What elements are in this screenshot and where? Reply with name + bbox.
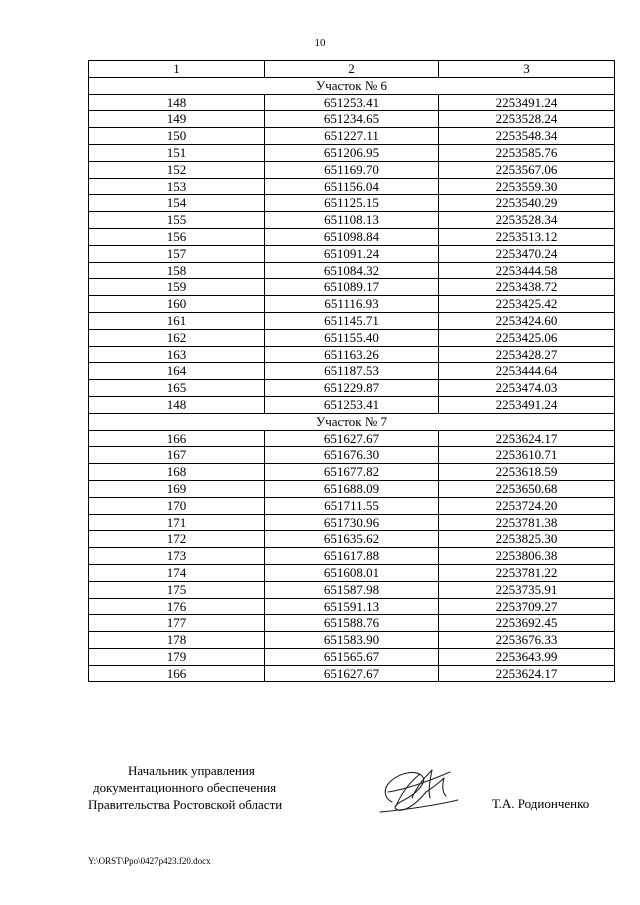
point-number-cell: 175 — [89, 581, 265, 598]
coordinate-x-cell: 651617.88 — [265, 548, 439, 565]
coordinate-x-cell: 651091.24 — [265, 245, 439, 262]
coordinate-y-cell: 2253643.99 — [439, 648, 615, 665]
point-number-cell: 155 — [89, 212, 265, 229]
coordinate-x-cell: 651187.53 — [265, 363, 439, 380]
coordinate-y-cell: 2253438.72 — [439, 279, 615, 296]
coordinate-x-cell: 651125.15 — [265, 195, 439, 212]
point-number-cell: 156 — [89, 228, 265, 245]
coordinate-y-cell: 2253781.22 — [439, 564, 615, 581]
table-row — [89, 128, 615, 145]
coordinate-x-cell: 651234.65 — [265, 111, 439, 128]
coordinate-y-cell: 2253513.12 — [439, 228, 615, 245]
coordinate-x-cell: 651098.84 — [265, 228, 439, 245]
point-number-cell: 148 — [89, 94, 265, 111]
table-row — [89, 615, 615, 632]
table-row — [89, 480, 615, 497]
file-path: Y:\ORST\Ppo\0427p423.f20.docx — [88, 856, 211, 866]
table-row — [89, 178, 615, 195]
table-body — [89, 77, 615, 682]
coordinate-y-cell: 2253709.27 — [439, 598, 615, 615]
section-title: Участок № 7 — [89, 413, 615, 430]
coordinate-x-cell: 651635.62 — [265, 531, 439, 548]
coordinate-x-cell: 651627.67 — [265, 665, 439, 682]
coordinate-y-cell: 2253528.24 — [439, 111, 615, 128]
point-number-cell: 177 — [89, 615, 265, 632]
coordinate-x-cell: 651229.87 — [265, 380, 439, 397]
signature-block — [88, 762, 328, 813]
coordinate-y-cell: 2253781.38 — [439, 514, 615, 531]
table-header-row — [89, 61, 615, 78]
coordinate-y-cell: 2253470.24 — [439, 245, 615, 262]
table-row — [89, 598, 615, 615]
point-number-cell: 179 — [89, 648, 265, 665]
point-number-cell: 149 — [89, 111, 265, 128]
point-number-cell: 166 — [89, 430, 265, 447]
coordinate-x-cell: 651677.82 — [265, 464, 439, 481]
table-row — [89, 346, 615, 363]
point-number-cell: 159 — [89, 279, 265, 296]
table-row — [89, 548, 615, 565]
coordinate-x-cell: 651587.98 — [265, 581, 439, 598]
point-number-cell: 166 — [89, 665, 265, 682]
coordinate-y-cell: 2253424.60 — [439, 312, 615, 329]
point-number-cell: 150 — [89, 128, 265, 145]
table-row — [89, 262, 615, 279]
table-row — [89, 161, 615, 178]
coordinate-y-cell: 2253624.17 — [439, 430, 615, 447]
coordinate-x-cell: 651227.11 — [265, 128, 439, 145]
table-row — [89, 380, 615, 397]
column-header-x: 2 — [265, 61, 439, 78]
table-row — [89, 329, 615, 346]
coordinate-x-cell: 651253.41 — [265, 396, 439, 413]
signer-position-line2: документационного обеспечения — [93, 780, 277, 795]
coordinate-y-cell: 2253676.33 — [439, 632, 615, 649]
table-row — [89, 447, 615, 464]
coordinate-y-cell: 2253491.24 — [439, 94, 615, 111]
table-row — [89, 279, 615, 296]
table-row — [89, 564, 615, 581]
point-number-cell: 172 — [89, 531, 265, 548]
coordinate-x-cell: 651163.26 — [265, 346, 439, 363]
coordinate-x-cell: 651156.04 — [265, 178, 439, 195]
table-row — [89, 296, 615, 313]
table-row — [89, 648, 615, 665]
coordinate-y-cell: 2253724.20 — [439, 497, 615, 514]
coordinate-y-cell: 2253567.06 — [439, 161, 615, 178]
coordinate-x-cell: 651583.90 — [265, 632, 439, 649]
table-row — [89, 665, 615, 682]
table-row — [89, 228, 615, 245]
point-number-cell: 174 — [89, 564, 265, 581]
table-row — [89, 195, 615, 212]
point-number-cell: 163 — [89, 346, 265, 363]
coordinate-x-cell: 651089.17 — [265, 279, 439, 296]
coordinate-y-cell: 2253624.17 — [439, 665, 615, 682]
column-header-number: 1 — [89, 61, 265, 78]
coordinate-y-cell: 2253548.34 — [439, 128, 615, 145]
coordinate-x-cell: 651155.40 — [265, 329, 439, 346]
point-number-cell: 148 — [89, 396, 265, 413]
coordinate-y-cell: 2253650.68 — [439, 480, 615, 497]
section-header-row — [89, 413, 615, 430]
coordinate-y-cell: 2253540.29 — [439, 195, 615, 212]
coordinate-x-cell: 651169.70 — [265, 161, 439, 178]
point-number-cell: 170 — [89, 497, 265, 514]
coordinate-x-cell: 651711.55 — [265, 497, 439, 514]
table-row — [89, 212, 615, 229]
table-row — [89, 514, 615, 531]
handwritten-signature — [372, 762, 462, 820]
coordinate-y-cell: 2253425.42 — [439, 296, 615, 313]
coordinate-y-cell: 2253692.45 — [439, 615, 615, 632]
coordinate-x-cell: 651688.09 — [265, 480, 439, 497]
table-row — [89, 111, 615, 128]
section-header-row — [89, 77, 615, 94]
table-row — [89, 464, 615, 481]
point-number-cell: 153 — [89, 178, 265, 195]
coordinate-y-cell: 2253428.27 — [439, 346, 615, 363]
section-title: Участок № 6 — [89, 77, 615, 94]
coordinate-y-cell: 2253585.76 — [439, 144, 615, 161]
coordinate-x-cell: 651108.13 — [265, 212, 439, 229]
point-number-cell: 176 — [89, 598, 265, 615]
coordinate-x-cell: 651116.93 — [265, 296, 439, 313]
point-number-cell: 162 — [89, 329, 265, 346]
table-row — [89, 581, 615, 598]
page-number: 10 — [314, 37, 326, 49]
coordinate-x-cell: 651588.76 — [265, 615, 439, 632]
coordinate-x-cell: 651627.67 — [265, 430, 439, 447]
coordinate-y-cell: 2253559.30 — [439, 178, 615, 195]
point-number-cell: 168 — [89, 464, 265, 481]
signer-position-line3: Правительства Ростовской области — [88, 797, 283, 812]
coordinate-x-cell: 651253.41 — [265, 94, 439, 111]
table-row — [89, 632, 615, 649]
coordinate-y-cell: 2253618.59 — [439, 464, 615, 481]
point-number-cell: 178 — [89, 632, 265, 649]
point-number-cell: 161 — [89, 312, 265, 329]
table-row — [89, 497, 615, 514]
point-number-cell: 164 — [89, 363, 265, 380]
coordinate-y-cell: 2253444.58 — [439, 262, 615, 279]
point-number-cell: 169 — [89, 480, 265, 497]
point-number-cell: 151 — [89, 144, 265, 161]
table-row — [89, 312, 615, 329]
coordinate-x-cell: 651608.01 — [265, 564, 439, 581]
coordinate-y-cell: 2253425.06 — [439, 329, 615, 346]
point-number-cell: 157 — [89, 245, 265, 262]
signer-position-line1: Начальник управления — [128, 763, 255, 778]
point-number-cell: 158 — [89, 262, 265, 279]
coordinate-x-cell: 651084.32 — [265, 262, 439, 279]
coordinate-y-cell: 2253825.30 — [439, 531, 615, 548]
table-row — [89, 396, 615, 413]
signer-name: Т.А. Родионченко — [492, 796, 590, 811]
table-row — [89, 94, 615, 111]
coordinate-y-cell: 2253528.34 — [439, 212, 615, 229]
coordinate-x-cell: 651676.30 — [265, 447, 439, 464]
table-row — [89, 144, 615, 161]
point-number-cell: 167 — [89, 447, 265, 464]
table-row — [89, 245, 615, 262]
point-number-cell: 154 — [89, 195, 265, 212]
point-number-cell: 160 — [89, 296, 265, 313]
coordinates-table — [88, 60, 615, 682]
table-row — [89, 430, 615, 447]
coordinate-x-cell: 651591.13 — [265, 598, 439, 615]
coordinate-y-cell: 2253444.64 — [439, 363, 615, 380]
column-header-y: 3 — [439, 61, 615, 78]
coordinate-y-cell: 2253491.24 — [439, 396, 615, 413]
coordinate-x-cell: 651206.95 — [265, 144, 439, 161]
coordinate-y-cell: 2253806.38 — [439, 548, 615, 565]
table-row — [89, 531, 615, 548]
coordinate-y-cell: 2253610.71 — [439, 447, 615, 464]
coordinate-y-cell: 2253474.03 — [439, 380, 615, 397]
coordinate-y-cell: 2253735.91 — [439, 581, 615, 598]
coordinate-x-cell: 651145.71 — [265, 312, 439, 329]
coordinate-x-cell: 651565.67 — [265, 648, 439, 665]
coordinate-x-cell: 651730.96 — [265, 514, 439, 531]
point-number-cell: 173 — [89, 548, 265, 565]
point-number-cell: 152 — [89, 161, 265, 178]
point-number-cell: 165 — [89, 380, 265, 397]
table-row — [89, 363, 615, 380]
point-number-cell: 171 — [89, 514, 265, 531]
